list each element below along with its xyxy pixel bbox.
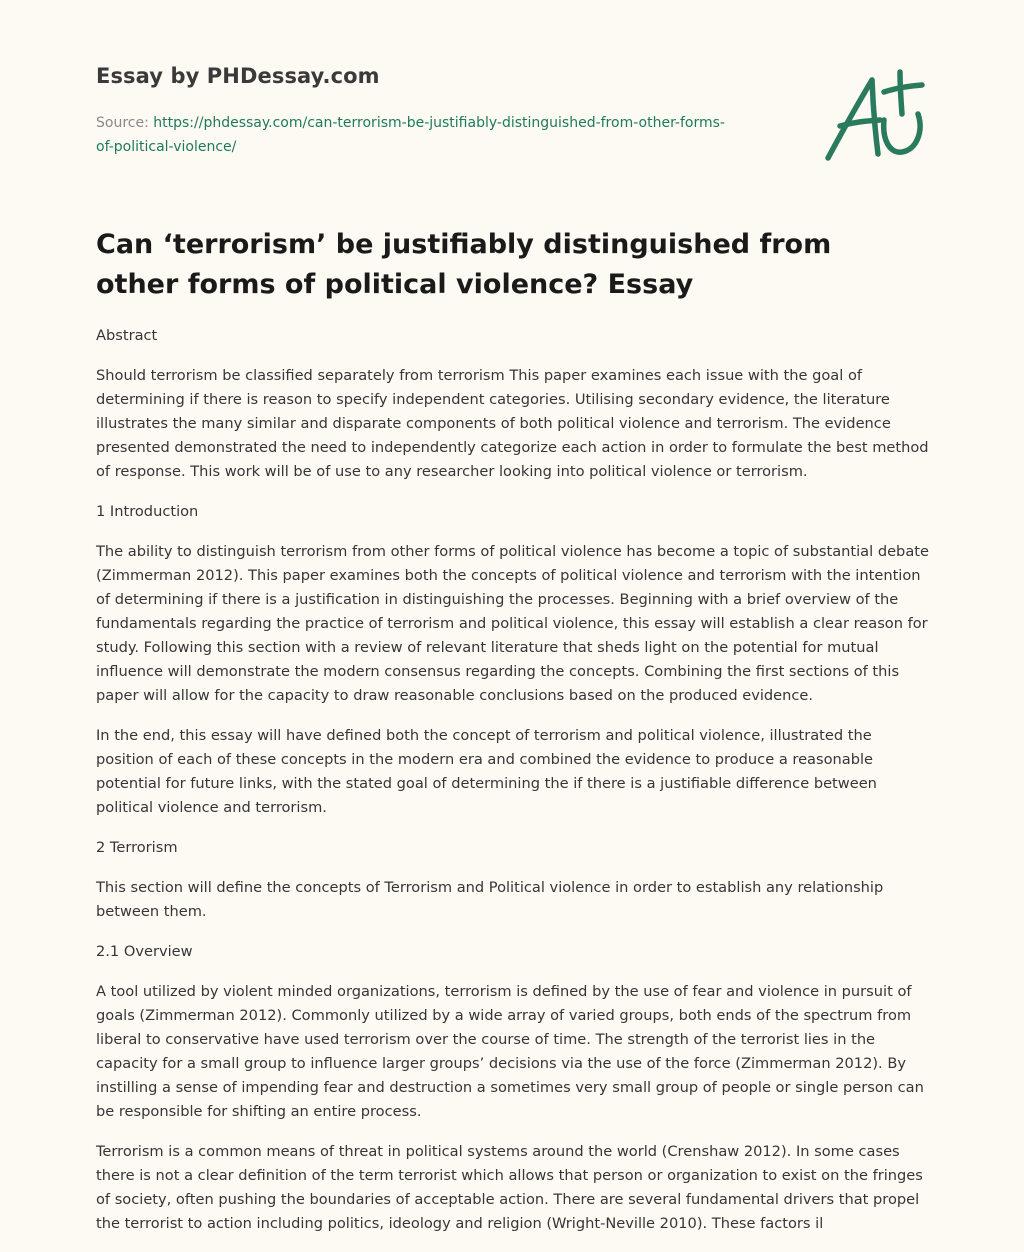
site-brand: Essay by PHDessay.com [96,64,380,88]
source-line [96,111,736,159]
body-paragraph: A tool utilized by violent minded organizations, terrorism is defined by the use of fear and violence in pursuit of goals (Zimmerman 2012). Commonly utilized by a wide array of varied groups, both ends of the spectrum from liberal to conservative have used terrorism over the course of time. The strength of the terrorist lies in the capacity for a small group to influence larger groups’ decisions via the use of the force (Zimmerman 2012). By instilling a sense of impending fear and destruction a sometimes very small group of people or single person can be responsible for shifting an entire process. [96,983,924,1120]
terrorism-heading: 2 Terrorism [96,839,178,856]
body-paragraph: The ability to distinguish terrorism from other forms of political violence has become a topic of substantial debate (Zimmerman 2012). This paper examines both the concepts of political violence and terrorism with the intention of determining if there is a justification in distinguishing the processes. Beginning with a brief overview of the fundamentals regarding the practice of terrorism and political violence, this essay will establish a clear reason for study. Following this section with a review of relevant literature that sheds light on the potential for mutual influence will demonstrate the modern consensus regarding the concepts. Combining the first sections of this paper will allow for the capacity to draw reasonable conclusions based on the produced evidence. [96,543,929,704]
source-label: Source: [96,115,154,131]
body-paragraph: In the end, this essay will have defined both the concept of terrorism and political violence, illustrated the position of each of these concepts in the modern era and combined the evidence to produce a reasonable potential for future links, with the stated goal of determining the if there is a justifiable difference between political violence and terrorism. [96,727,877,816]
source-link[interactable]: https://phdessay.com/can-terrorism-be-justifiably-distinguished-from-other-forms-of-political-violence/ [96,115,725,155]
article-title: Can ‘terrorism’ be justifiably distinguished from other forms of political violence? Essay [96,229,832,300]
overview-heading: 2.1 Overview [96,943,193,960]
introduction-heading: 1 Introduction [96,503,199,520]
body-paragraph: Terrorism is a common means of threat in political systems around the world (Crenshaw 2012). In some cases there is not a clear definition of the term terrorist which allows that person or organization to exist on the fringes of society, often pushing the boundaries of acceptable action. There are several fundamental drivers that propel the terrorist to action including politics, ideology and religion (Wright-Neville 2010). These factors il [96,1143,923,1232]
abstract-heading: Abstract [96,327,158,344]
body-paragraph: This section will define the concepts of Terrorism and Political violence in order to establish any relationship between them. [96,879,884,920]
article-body [96,324,932,1252]
a-plus-grade-logo-icon [820,66,930,166]
abstract-paragraph: Should terrorism be classified separately from terrorism This paper examines each issue with the goal of determining if there is reason to specify independent categories. Utilising secondary evidence, the literature illustrates the many similar and disparate components of both political violence and terrorism. The evidence presented demonstrated the need to independently categorize each action in order to formulate the best method of response. This work will be of use to any researcher looking into political violence or terrorism. [96,367,929,480]
